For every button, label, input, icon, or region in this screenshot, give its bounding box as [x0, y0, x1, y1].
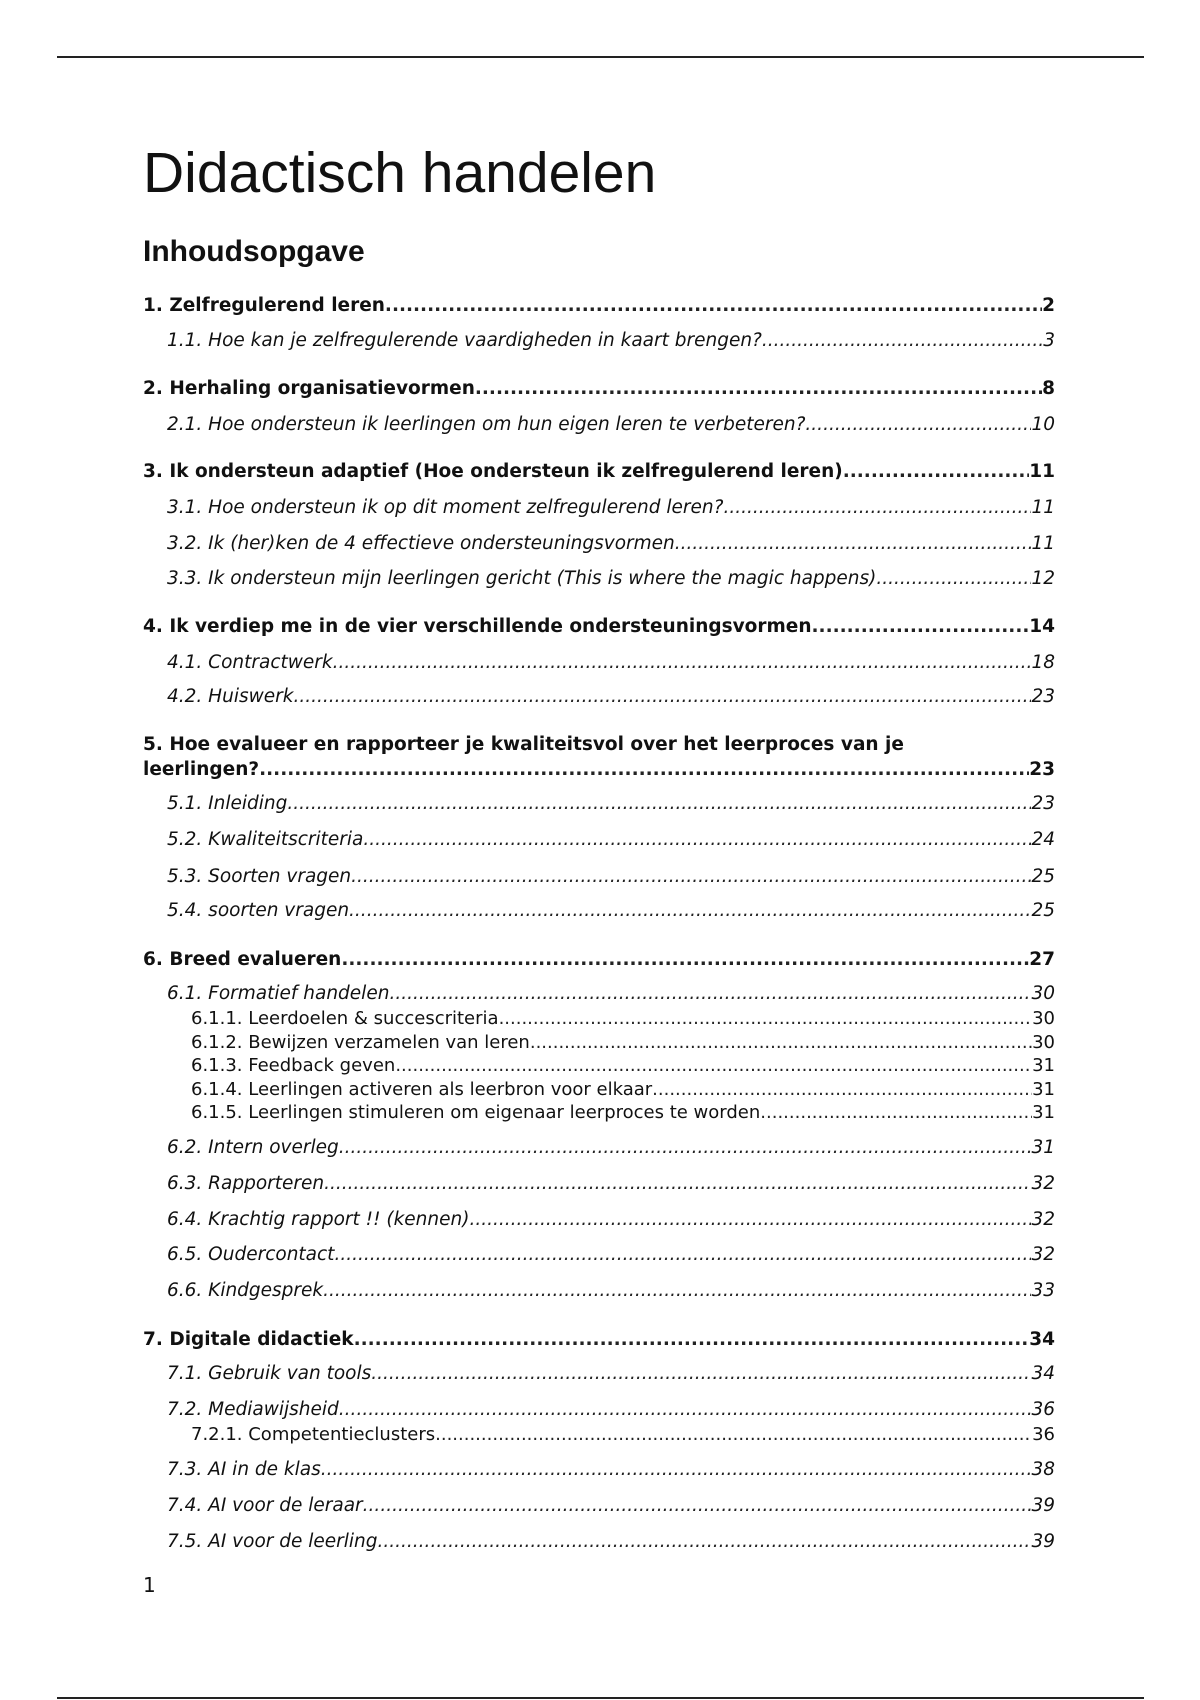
- toc-entry-title: 4. Ik verdiep me in de vier verschillende ondersteuningsvormen: [143, 616, 812, 637]
- toc-entry-2-1[interactable]: [167, 413, 1055, 437]
- dot-leader: [760, 1101, 1032, 1124]
- toc-entry-title: 7.5. AI voor de leerling: [167, 1531, 378, 1552]
- toc-entry-4-2[interactable]: [167, 685, 1055, 709]
- dot-leader: [324, 1172, 1031, 1196]
- toc-entry-6-2[interactable]: [167, 1136, 1055, 1160]
- toc-entry-4[interactable]: [143, 615, 1055, 639]
- toc-entry-page: 39: [1031, 1531, 1055, 1552]
- toc-entry-page: 36: [1031, 1399, 1055, 1420]
- toc-entry-page: 39: [1031, 1495, 1055, 1516]
- toc-entry-title: 6.3. Rapporteren: [167, 1173, 325, 1194]
- dot-leader: [805, 413, 1031, 437]
- dot-leader: [499, 1007, 1033, 1030]
- toc-entry-title: 6.1.3. Feedback geven: [191, 1055, 396, 1076]
- toc-entry-title: 6.1.5. Leerlingen stimuleren om eigenaar leerproces te worden: [191, 1102, 761, 1123]
- toc-entry-6-1[interactable]: [167, 982, 1055, 1006]
- dot-leader: [363, 1494, 1032, 1518]
- dot-leader: [652, 1078, 1032, 1101]
- toc-entry-6-1-2[interactable]: [191, 1031, 1055, 1054]
- toc-entry-6-5[interactable]: [167, 1243, 1055, 1267]
- dot-leader: [843, 460, 1030, 484]
- toc-entry-4-1[interactable]: [167, 651, 1055, 675]
- toc-entry-title: 6.1.2. Bewijzen verzamelen van leren: [191, 1032, 530, 1053]
- toc-entry-page: 23: [1031, 793, 1055, 814]
- toc-entry-title: 5.2. Kwaliteitscriteria: [167, 829, 364, 850]
- toc-entry-7[interactable]: [143, 1328, 1055, 1352]
- toc-entry-5[interactable]: [143, 758, 1055, 782]
- toc-entry-page: 11: [1031, 533, 1055, 554]
- toc-entry-page: 34: [1029, 1329, 1055, 1350]
- dot-leader: [395, 1054, 1032, 1077]
- toc-entry-title: 1.1. Hoe kan je zelfregulerende vaardigheden in kaart brengen?: [167, 330, 762, 351]
- toc-entry-7-2[interactable]: [167, 1398, 1055, 1422]
- toc-entry-title: 3. Ik ondersteun adaptief (Hoe ondersteun ik zelfregulerend leren): [143, 461, 843, 482]
- toc-entry-page: 25: [1031, 866, 1055, 887]
- dot-leader: [341, 948, 1029, 972]
- toc-entry-title: 5.4. soorten vragen: [167, 900, 350, 921]
- toc-entry-page: 38: [1031, 1459, 1055, 1480]
- toc-entry-7-2-1[interactable]: [191, 1423, 1055, 1446]
- toc-entry-title: 4.1. Contractwerk: [167, 652, 333, 673]
- toc-entry-6-6[interactable]: [167, 1279, 1055, 1303]
- toc-entry-1-1[interactable]: [167, 329, 1055, 353]
- dot-leader: [339, 1136, 1032, 1160]
- toc-entry-5-line1[interactable]: 5. Hoe evalueer en rapporteer je kwaliteitsvol over het leerproces van je: [143, 734, 904, 755]
- toc-entry-3-2[interactable]: [167, 532, 1055, 556]
- document-title: Didactisch handelen: [143, 141, 657, 205]
- toc-entry-page: 3: [1043, 330, 1055, 351]
- toc-entry-page: 31: [1032, 1102, 1055, 1123]
- toc-entry-6-1-5[interactable]: [191, 1101, 1055, 1124]
- toc-entry-page: 14: [1029, 616, 1055, 637]
- toc-entry-page: 2: [1042, 295, 1055, 316]
- toc-entry-title: 3.3. Ik ondersteun mijn leerlingen gericht (This is where the magic happens): [167, 568, 877, 589]
- toc-entry-6-3[interactable]: [167, 1172, 1055, 1196]
- toc-entry-page: 23: [1031, 686, 1055, 707]
- page-number: 1: [143, 1573, 156, 1597]
- toc-entry-7-1[interactable]: [167, 1362, 1055, 1386]
- toc-entry-7-5[interactable]: [167, 1530, 1055, 1554]
- dot-leader: [435, 1423, 1032, 1446]
- toc-entry-1[interactable]: [143, 294, 1055, 318]
- dot-leader: [762, 329, 1043, 353]
- dot-leader: [385, 294, 1042, 318]
- toc-entry-5-3[interactable]: [167, 865, 1055, 889]
- toc-entry-6-4[interactable]: [167, 1208, 1055, 1232]
- toc-entry-page: 31: [1032, 1055, 1055, 1076]
- toc-entry-title: 3.1. Hoe ondersteun ik op dit moment zelfregulerend leren?: [167, 497, 724, 518]
- toc-entry-title: 6.1.4. Leerlingen activeren als leerbron voor elkaar: [191, 1079, 653, 1100]
- toc-entry-title: 5.1. Inleiding: [167, 793, 288, 814]
- toc-entry-title: 4.2. Huiswerk: [167, 686, 294, 707]
- toc-entry-7-4[interactable]: [167, 1494, 1055, 1518]
- toc-entry-title: 7.3. AI in de klas: [167, 1459, 321, 1480]
- toc-entry-title: 6.1.1. Leerdoelen & succescriteria: [191, 1008, 499, 1029]
- toc-entry-page: 36: [1032, 1424, 1055, 1445]
- dot-leader: [876, 567, 1031, 591]
- toc-entry-page: 32: [1031, 1173, 1055, 1194]
- dot-leader: [323, 1279, 1031, 1303]
- dot-leader: [675, 532, 1032, 556]
- dot-leader: [469, 1208, 1031, 1232]
- dot-leader: [293, 685, 1031, 709]
- toc-entry-title: 7.2. Mediawijsheid: [167, 1399, 339, 1420]
- toc-entry-3-1[interactable]: [167, 496, 1055, 520]
- toc-entry-title: 6.6. Kindgesprek: [167, 1280, 324, 1301]
- dot-leader: [333, 651, 1032, 675]
- toc-entry-title: leerlingen?: [143, 759, 260, 780]
- toc-entry-page: 11: [1029, 461, 1055, 482]
- dot-leader: [723, 496, 1031, 520]
- toc-entry-6-1-3[interactable]: [191, 1054, 1055, 1077]
- dot-leader: [259, 758, 1029, 782]
- toc-entry-7-3[interactable]: [167, 1458, 1055, 1482]
- toc-entry-title: 7.4. AI voor de leraar: [167, 1495, 363, 1516]
- toc-entry-page: 30: [1032, 1032, 1055, 1053]
- toc-entry-page: 23: [1029, 759, 1055, 780]
- dot-leader: [363, 828, 1031, 852]
- dot-leader: [371, 1362, 1031, 1386]
- toc-entry-page: 30: [1032, 1008, 1055, 1029]
- toc-entry-6-1-4[interactable]: [191, 1078, 1055, 1101]
- toc-entry-title: 1. Zelfregulerend leren: [143, 295, 385, 316]
- toc-entry-title: 2.1. Hoe ondersteun ik leerlingen om hun eigen leren te verbeteren?: [167, 414, 806, 435]
- toc-entry-2[interactable]: [143, 377, 1055, 401]
- toc-entry-page: 34: [1031, 1363, 1055, 1384]
- toc-entry-title: 6.4. Krachtig rapport !! (kennen): [167, 1209, 470, 1230]
- toc-entry-title: 3.2. Ik (her)ken de 4 effectieve ondersteuningsvormen: [167, 533, 675, 554]
- dot-leader: [354, 1328, 1030, 1352]
- toc-entry-page: 10: [1031, 414, 1055, 435]
- toc-entry-page: 18: [1031, 652, 1055, 673]
- toc-entry-title: 2. Herhaling organisatievormen: [143, 378, 475, 399]
- toc-entry-page: 25: [1031, 900, 1055, 921]
- toc-entry-title: 6. Breed evalueren: [143, 949, 342, 970]
- toc-entry-page: 31: [1031, 1137, 1055, 1158]
- dot-leader: [339, 1398, 1032, 1422]
- toc-entry-page: 33: [1031, 1280, 1055, 1301]
- toc-entry-page: 27: [1029, 949, 1055, 970]
- toc-entry-title: 6.2. Intern overleg: [167, 1137, 339, 1158]
- dot-leader: [812, 615, 1030, 639]
- dot-leader: [349, 899, 1031, 923]
- toc-entry-5-1[interactable]: [167, 792, 1055, 816]
- toc-entry-title: 7.2.1. Competentieclusters: [191, 1424, 436, 1445]
- dot-leader: [378, 1530, 1032, 1554]
- toc-entry-page: 24: [1031, 829, 1055, 850]
- toc-entry-6[interactable]: [143, 948, 1055, 972]
- toc-entry-title: 7.1. Gebruik van tools: [167, 1363, 372, 1384]
- toc-entry-5-4[interactable]: [167, 899, 1055, 923]
- toc-entry-3[interactable]: [143, 460, 1055, 484]
- dot-leader: [351, 865, 1031, 889]
- dot-leader: [475, 377, 1042, 401]
- dot-leader: [530, 1031, 1032, 1054]
- dot-leader: [334, 1243, 1031, 1267]
- dot-leader: [287, 792, 1031, 816]
- toc-entry-title: 7. Digitale didactiek: [143, 1329, 354, 1350]
- toc-entry-6-1-1[interactable]: [191, 1007, 1055, 1030]
- toc-entry-page: 32: [1031, 1244, 1055, 1265]
- toc-heading: Inhoudsopgave: [143, 235, 365, 268]
- toc-entry-page: 32: [1031, 1209, 1055, 1230]
- footer-rule: [57, 1697, 1144, 1699]
- dot-leader: [389, 982, 1031, 1006]
- toc-entry-title: 6.5. Oudercontact: [167, 1244, 335, 1265]
- toc-entry-page: 8: [1042, 378, 1055, 399]
- toc-entry-page: 12: [1031, 568, 1055, 589]
- toc-entry-page: 11: [1031, 497, 1055, 518]
- toc-entry-title: 6.1. Formatief handelen: [167, 983, 390, 1004]
- dot-leader: [321, 1458, 1032, 1482]
- toc-entry-page: 31: [1032, 1079, 1055, 1100]
- toc-entry-page: 30: [1031, 983, 1055, 1004]
- toc-entry-title: 5.3. Soorten vragen: [167, 866, 352, 887]
- toc-entry-5-2[interactable]: [167, 828, 1055, 852]
- toc-entry-3-3[interactable]: [167, 567, 1055, 591]
